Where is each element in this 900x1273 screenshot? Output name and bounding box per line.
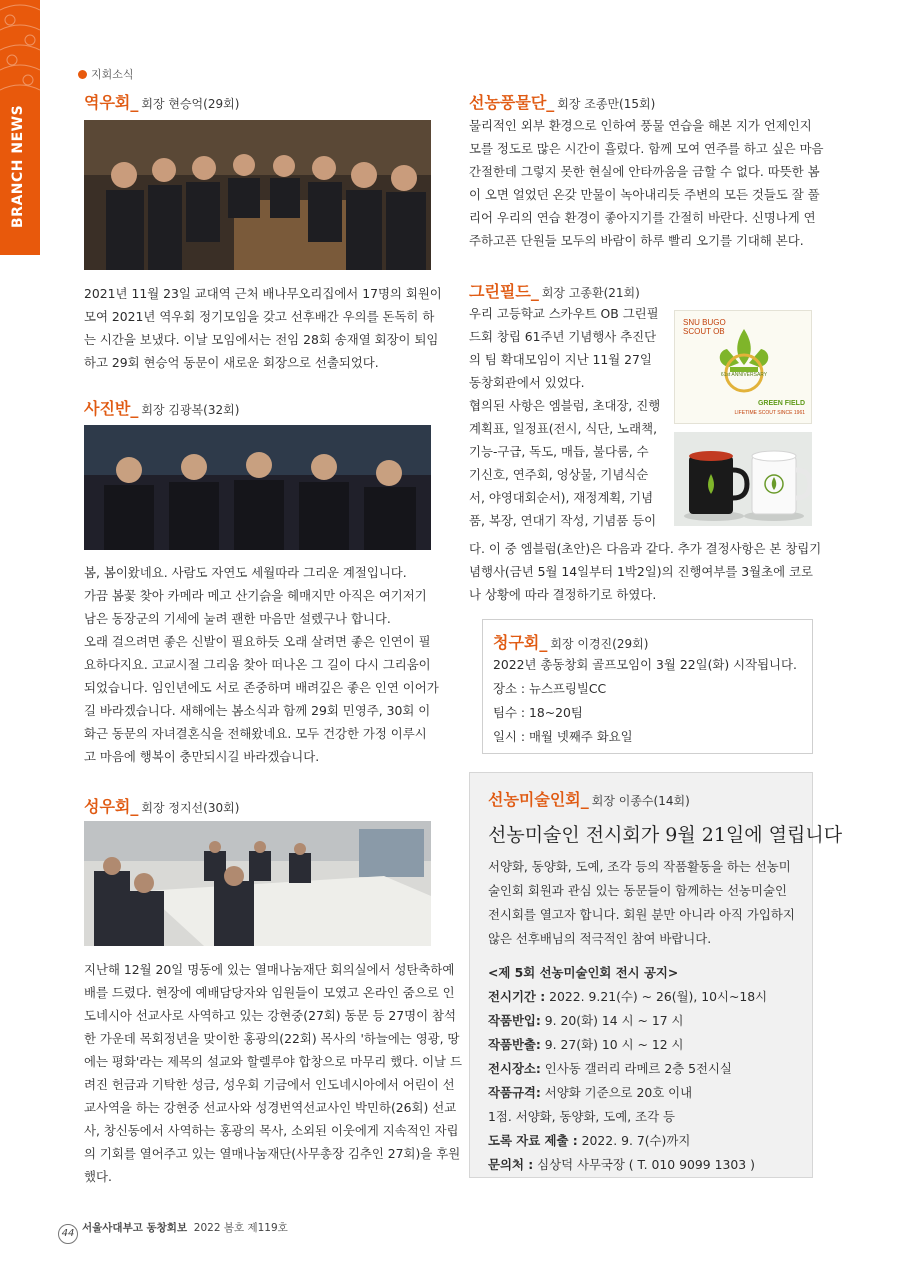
greenfield-narrow-text xyxy=(469,302,660,532)
notice-value: 1점. 서양화, 동양화, 도예, 조각 등 xyxy=(488,1109,675,1124)
text-line: 의 기회를 열어주고 있는 열매나눔재단(사무총장 김추인 27회)을 후원 xyxy=(84,1146,461,1161)
text-line: 했다. xyxy=(84,1169,112,1184)
issue-info: 2022 봄호 제119호 xyxy=(193,1222,288,1234)
text-line: 한 가운데 목회정년을 맞이한 홍광의(22회) 목사의 '하늘에는 영광, 땅 xyxy=(84,1031,460,1046)
text-line: 도네시아 선교사로 사역하고 있는 강현중(27회) 동문 등 27명이 참석 xyxy=(84,1008,456,1023)
text-line: 오래 걸으려면 좋은 신발이 필요하듯 오래 살려면 좋은 인연이 필 xyxy=(84,634,431,649)
text-line: 품, 복장, 연대기 작성, 기념품 등이 xyxy=(469,513,657,528)
text-line: 리어 우리의 연습 환경이 좋아지기를 간절히 바란다. 신명나게 연 xyxy=(469,210,816,225)
emblem-bottom-line2: LIFETIME SCOUT SINCE 1961 xyxy=(734,410,805,416)
notice-label: 전시장소: xyxy=(488,1061,541,1076)
cheonggu-box xyxy=(482,619,813,754)
club-president: 회장 이종수(14회) xyxy=(591,794,690,808)
notice-label: 전시기간 : xyxy=(488,989,546,1004)
cheonggu-heading xyxy=(493,630,812,653)
notice-item xyxy=(488,1033,812,1057)
notice-item xyxy=(488,1057,812,1081)
photo-club-photo xyxy=(84,425,431,550)
text-line: 주하고픈 단원들 모두의 바람이 하루 빨리 오기를 기대해 본다. xyxy=(469,233,804,248)
page-footer xyxy=(58,1220,288,1244)
club-name: 그린필드_ xyxy=(469,282,539,301)
seongwoo-photo xyxy=(84,821,431,946)
text-line: 모를 정도로 많은 시간이 흘렀다. 함께 모여 연주를 하고 싶은 마음 xyxy=(469,141,824,156)
notice-item xyxy=(488,1129,812,1153)
notice-label: 문의처 : xyxy=(488,1157,534,1172)
text-line: 배를 드렸다. 현장에 예배담당자와 임원들이 모였고 온라인 줌으로 인 xyxy=(84,985,455,1000)
notice-value: 2022. 9.21(수) ~ 26(월), 10시~18시 xyxy=(545,989,768,1004)
text-line: 기신호, 연주회, 엉상물, 기념식순 xyxy=(469,467,649,482)
bullet-dot-icon xyxy=(78,70,87,79)
notice-value: 서양화 기준으로 20호 이내 xyxy=(540,1085,693,1100)
text-line: 남은 동장군의 기세에 눌려 괜한 마음만 설렜구나 합니다. xyxy=(84,611,391,626)
emblem-ring-text: 61st ANNIVERSARY xyxy=(720,372,768,378)
notice-value: 인사동 갤러리 라메르 2층 5전시실 xyxy=(540,1061,732,1076)
notice-label: 도록 자료 제출 : xyxy=(488,1133,578,1148)
club-president: 회장 현승억(29회) xyxy=(141,97,240,111)
text-line: 기능-구급, 독도, 매듭, 불다룸, 수 xyxy=(469,444,649,459)
club-president: 회장 고종환(21회) xyxy=(541,286,640,300)
club-name: 청구회_ xyxy=(493,633,548,652)
section-tag-text: 지회소식 xyxy=(91,68,134,81)
emblem-bottom-line1: GREEN FIELD xyxy=(757,400,805,407)
text-line: 교사역을 하는 강현중 선교사와 성경번역선교사인 박민하(26회) 선교 xyxy=(84,1100,457,1115)
text-line: 드회 창립 61주년 기념행사 추진단 xyxy=(469,329,657,344)
text-line: 우리 고등학교 스카우트 OB 그린필 xyxy=(469,306,659,321)
text-line: 간절한데 그렇지 못한 현실에 안타까움을 금할 수 없다. 따뜻한 봄 xyxy=(469,164,820,179)
text-line: 술인회 회원과 관심 있는 동문들이 함께하는 선농미술인 xyxy=(488,883,787,898)
photo-club-text xyxy=(84,561,439,768)
club-president: 회장 이경진(29회) xyxy=(550,637,649,651)
yeokwoo-heading xyxy=(84,90,239,113)
page-number: 44 xyxy=(58,1224,78,1244)
text-line: 화근 동문의 자녀결혼식을 전해왔네요. 모두 건강한 가정 이루시 xyxy=(84,726,427,741)
publication-name: 서울사대부고 동창회보 xyxy=(82,1222,188,1234)
text-line: 않은 선후배님의 적극적인 참여 바랍니다. xyxy=(488,931,712,946)
yeokwoo-text xyxy=(84,282,442,374)
seongwoo-heading xyxy=(84,794,239,817)
club-president: 회장 조종만(15회) xyxy=(557,97,656,111)
club-president: 회장 정지선(30회) xyxy=(141,801,240,815)
text-line: 일시 : 매월 넷째주 화요일 xyxy=(493,729,633,744)
club-name: 사진반_ xyxy=(84,399,139,418)
text-line: 서, 야영대회순서), 재정계획, 기념 xyxy=(469,490,654,505)
emblem-top-line1: SNU BUGO xyxy=(683,318,726,327)
art-headline: 선농미술인 전시회가 9월 21일에 열립니다 xyxy=(488,824,843,846)
decorative-pattern-icon xyxy=(0,0,40,110)
notice-item xyxy=(488,1105,812,1129)
pungmul-text xyxy=(469,114,824,252)
notice-label: 작품반출: xyxy=(488,1037,541,1052)
greenfield-emblem xyxy=(674,310,812,424)
notice-title: <제 5회 선농미술인회 전시 공지> xyxy=(488,965,679,980)
notice-label: 작품규격: xyxy=(488,1085,541,1100)
branch-news-label: BRANCH NEWS xyxy=(10,104,26,228)
club-name: 선농미술인회_ xyxy=(488,790,589,809)
notice-item xyxy=(488,985,812,1009)
club-name: 선농풍물단_ xyxy=(469,93,555,112)
seongwoo-text xyxy=(84,958,462,1188)
text-line: 고 마음에 행복이 충만되시길 바라겠습니다. xyxy=(84,749,320,764)
text-line: 지난해 12월 20일 명동에 있는 열매나눔재단 회의실에서 성탄축하예 xyxy=(84,962,455,977)
notice-label: 작품반입: xyxy=(488,1013,541,1028)
club-name: 역우회_ xyxy=(84,93,139,112)
text-line: 사, 창신동에서 사역하는 홍광의 목사, 소외된 이웃에게 지속적인 자립 xyxy=(84,1123,459,1138)
notice-item xyxy=(488,1153,812,1177)
text-line: 나 상황에 따라 결정하기로 하였다. xyxy=(469,587,657,602)
notice-value: 2022. 9. 7(수)까지 xyxy=(577,1133,691,1148)
greenfield-heading xyxy=(469,279,640,302)
text-line: 팀수 : 18~20팀 xyxy=(493,705,583,720)
text-line: 2021년 11월 23일 교대역 근처 배나무오리집에서 17명의 회원이 xyxy=(84,286,442,301)
section-tag xyxy=(78,66,134,82)
text-line: 동창회관에서 있었다. xyxy=(469,375,585,390)
notice-value: 9. 27(화) 10 시 ~ 12 시 xyxy=(540,1037,684,1052)
text-line: 의 팀 확대모임이 지난 11월 27일 xyxy=(469,352,652,367)
notice-value: 심상덕 사무국장 ( T. 010 9099 1303 ) xyxy=(533,1157,755,1172)
text-line: 념행사(금년 5월 14일부터 1박2일)의 진행여부를 3월초에 코로 xyxy=(469,564,813,579)
text-line: 요하다지요. 고교시절 그리움 찾아 떠나온 그 길이 다시 그리움이 xyxy=(84,657,431,672)
emblem-top-line2: SCOUT OB xyxy=(683,327,725,336)
text-line: 서양화, 동양화, 도예, 조각 등의 작품활동을 하는 선농미 xyxy=(488,859,791,874)
text-line: 봄, 봄이왔네요. 사람도 자연도 세월따라 그리운 계절입니다. xyxy=(84,565,407,580)
club-president: 회장 김광복(32회) xyxy=(141,403,240,417)
text-line: 이 오면 얼었던 온갖 만물이 녹아내리듯 주변의 모든 것들도 잘 풀 xyxy=(469,187,820,202)
notice-item xyxy=(488,1081,812,1105)
notice-item xyxy=(488,1009,812,1033)
text-line: 는 시간을 보냈다. 이날 모임에서는 전임 28회 송재열 회장이 퇴임 xyxy=(84,332,439,347)
text-line: 가끔 봄꽃 찾아 카메라 메고 산기슭을 헤매지만 아직은 여기저기 xyxy=(84,588,427,603)
club-name: 성우회_ xyxy=(84,797,139,816)
text-line: 계획표, 일정표(전시, 식단, 노래책, xyxy=(469,421,658,436)
greenfield-mugs-photo xyxy=(674,432,812,526)
text-line: 모여 2021년 역우회 정기모임을 갖고 선후배간 우의를 돈독히 하 xyxy=(84,309,435,324)
text-line: 되었습니다. 임인년에도 서로 존중하며 배려깊은 좋은 인연 이어가 xyxy=(84,680,439,695)
text-line: 장소 : 뉴스프링빌CC xyxy=(493,681,607,696)
photo-club-heading xyxy=(84,396,239,419)
notice-value: 9. 20(화) 14 시 ~ 17 시 xyxy=(540,1013,684,1028)
text-line: 길 바라겠습니다. 새해에는 봄소식과 함께 29회 민영주, 30회 이 xyxy=(84,703,431,718)
art-box xyxy=(469,772,843,1178)
text-line: 물리적인 외부 환경으로 인하여 풍물 연습을 해본 지가 언제인지 xyxy=(469,118,812,133)
greenfield-wide-text xyxy=(469,537,821,606)
text-line: 하고 29회 현승억 동문이 새로운 회장으로 선출되었다. xyxy=(84,355,379,370)
text-line: 다. 이 중 엠블럼(초안)은 다음과 같다. 추가 결정사항은 본 창립기 xyxy=(469,541,822,556)
art-heading xyxy=(488,787,812,810)
text-line: 에는 평화'라는 제목의 설교와 할렐루야 합창으로 마무리 했다. 이날 드 xyxy=(84,1054,462,1069)
text-line: 협의된 사항은 엠블럼, 초대장, 진행 xyxy=(469,398,661,413)
text-line: 려진 헌금과 기탁한 성금, 성우회 기금에서 인도네시아에서 어린이 선 xyxy=(84,1077,455,1092)
text-line: 전시회를 열고자 합니다. 회원 분만 아니라 아직 가입하지 xyxy=(488,907,795,922)
yeokwoo-photo xyxy=(84,120,431,270)
pungmul-heading xyxy=(469,90,655,113)
text-line: 2022년 총동창회 골프모임이 3월 22일(화) 시작됩니다. xyxy=(493,657,797,672)
